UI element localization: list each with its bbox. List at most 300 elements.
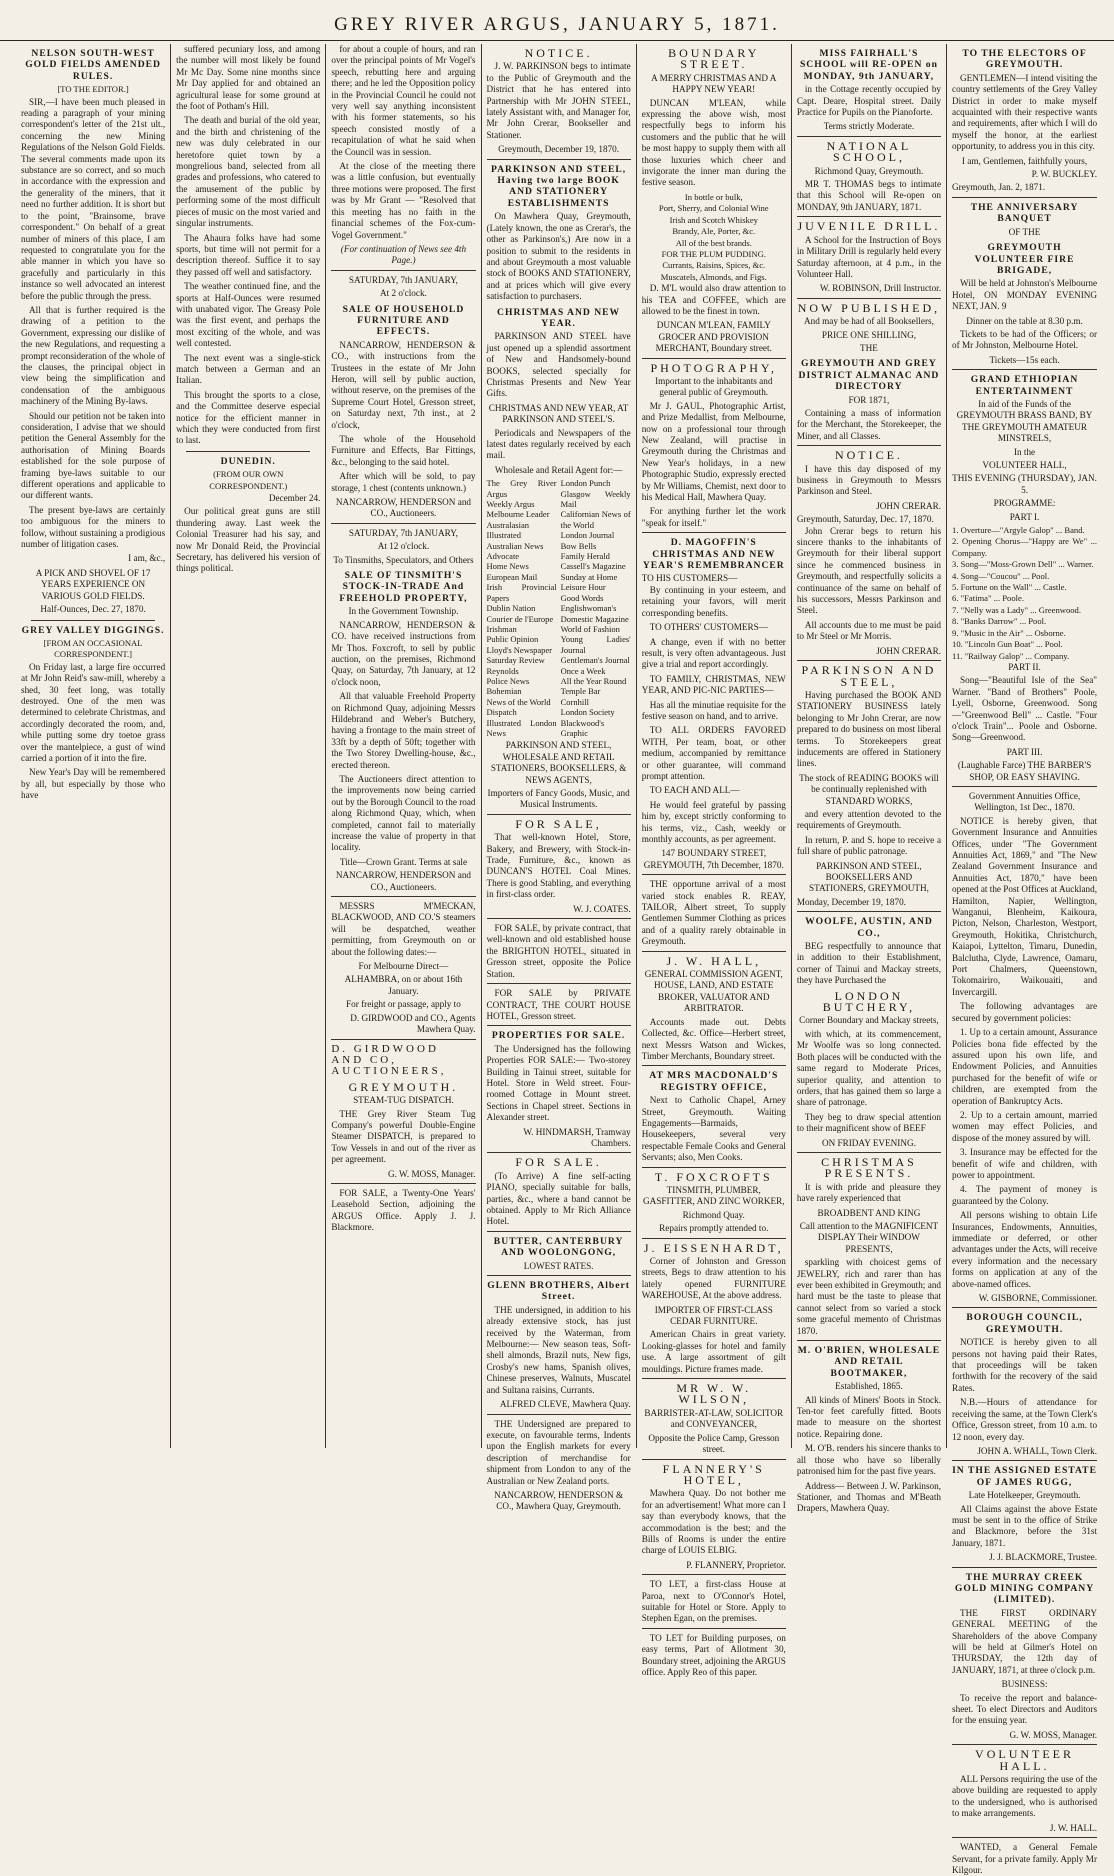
ad-place: In the Government Township. xyxy=(348,606,459,617)
list-item: 9. "Music in the Air" ... Osborne. xyxy=(952,627,1066,638)
ad-subtitle: Importers of Fancy Goods, Music, and Musical Instruments. xyxy=(487,788,630,810)
ad-body: NANCARROW, HENDERSON & CO., with instructions from the Trustees in the estate of Mr John Heron, will sell by public auction, without reserve, on the premises of the Supreme Court Hotel, Gresson street, on Saturday next, 7th inst., at 2 o'clock, xyxy=(331,339,476,430)
article-paragraph: suffered pecuniary loss, and among the number will most likely be found Mr Mc Day. Some nine months since Mr Day applied for and obtained an agricultural lease for some ground at the foot of Potham's Hill. xyxy=(176,44,321,112)
column-5 xyxy=(637,44,792,1677)
ad-body: M. O'B. renders his sincere thanks to all those who have so liberally patronised him for the past five years. xyxy=(796,1443,942,1477)
ad-body: NANCARROW, HENDERSON & CO. have received instructions from Mr Thos. Foxcroft, to sell by public auction, on the premises, Richmond Quay, on Saturday, 7th January, at 12 o'clock noon, xyxy=(331,619,476,687)
list-item: All of the best brands. xyxy=(675,237,752,248)
divider xyxy=(487,159,631,160)
list-item: 2. Opening Chorus—"Happy are We" ... Company. xyxy=(952,536,1098,558)
columns xyxy=(16,44,1102,1875)
programme-part: PART II. xyxy=(1008,661,1041,672)
ad-signature: D. GIRDWOOD and CO., Agents Mawhera Quay. xyxy=(350,1012,476,1035)
ad-title: M. O'BRIEN, WHOLESALE AND RETAIL BOOTMAKER, xyxy=(797,1345,941,1379)
ad-signature: W. HINDMARSH, Tramway Chambers. xyxy=(523,1126,631,1148)
ad-body: FOR SALE by PRIVATE CONTRACT, THE COURT HOUSE HOTEL, Gresson street. xyxy=(486,988,631,1021)
column-1 xyxy=(16,44,171,1448)
ad-body: TO ALL ORDERS FAVORED WITH, Per team, boat, or other medium, accompanied by remittance or other guarantee, will command prompt attention. xyxy=(641,725,786,781)
ad-body: TO OTHERS' CUSTOMERS— xyxy=(649,622,768,633)
ad-body: Periodicals and Newspapers of the latest dates regularly received by each mail. xyxy=(486,427,631,461)
list-item: 3. Song—"Moss-Grown Dell" ... Warner. xyxy=(952,559,1094,570)
ad-signature: P. FLANNERY, Proprietor. xyxy=(686,1559,786,1570)
papers-table xyxy=(487,478,631,738)
ad-subtitle: In aid of the Funds of the GREYMOUTH BRASS BAND, BY THE GREYMOUTH AMATEUR MINSTRELS, xyxy=(956,398,1093,444)
ad-body: FOR SALE, a Twenty-One Years' Leasehold Section, adjoining the ARGUS Office. Apply J. J. Blackmore. xyxy=(331,1187,476,1233)
ad-signature: G. W. MOSS, Manager. xyxy=(1009,1729,1098,1740)
list-item: 8. "Banks Darrow" ... Pool. xyxy=(952,616,1047,627)
list-item: Californian News of the World xyxy=(560,509,631,530)
ad-title: D. GIRDWOOD AND CO, AUCTIONEERS, xyxy=(331,1042,447,1078)
list-item: Australasian xyxy=(486,519,530,530)
ad-signature: ALFRED CLEVE, Mawhera Quay. xyxy=(499,1399,631,1410)
ad-body: PARKINSON AND STEEL have just opened up a splendid assortment of New and Handsomely-bound BOOKS, selected specially for Christmas Presents and New Year Gifts. xyxy=(486,331,631,399)
ad-body: GENTLEMEN—I intend visiting the country settlements of the Grey Valley District in order to make myself acquainted with their respective wants and requirements, after which I will do myself the honor, at the earliest opportunity, to address you in this city. xyxy=(952,72,1098,152)
ad-terms: Title—Crown Grant. Terms at sale xyxy=(339,856,468,867)
auction-ad xyxy=(331,528,475,893)
ad-title: D. MAGOFFIN'S CHRISTMAS AND NEW YEAR'S REMEMBRANCER xyxy=(642,537,785,572)
ad-title: TO THE ELECTORS OF GREYMOUTH. xyxy=(962,48,1087,71)
ad-title: CHRISTMAS PRESENTS. xyxy=(821,1154,917,1181)
ad-body: All that valuable Freehold Property on Richmond Quay, adjoining Messrs Hildebrand and Weber's Butchery, having a frontage to the main street of 33ft by a depth of 50ft; together with the Two Storey Dwelling-house, &c., erected thereon. xyxy=(331,691,476,770)
programme-part: PART III. xyxy=(1006,746,1043,757)
paper-list-right xyxy=(561,478,631,738)
list-item: Public Opinion xyxy=(486,634,539,645)
article-paragraph: The weather continued fine, and the sports at Half-Ounces were resumed with unabated vigor. The Greasy Pole was the first event, and perhaps the most exciting of the whole, and was well contested. xyxy=(176,281,321,349)
ad-title: T. FOXCROFTS xyxy=(654,1169,773,1184)
ad-body: NOTICE is hereby given to all persons not having paid their Rates, that proceedings will be taken forthwith for the recovery of the said Rates. xyxy=(952,1337,1098,1393)
ad-body: Accounts made out. Debts Collected, &c. Office—Herbert street, next Messrs Watson and Wickes, Timber Merchants, Boundary street. xyxy=(641,1016,786,1061)
divider xyxy=(331,270,475,271)
ad-signature: JOHN CRERAR. xyxy=(876,500,942,511)
ad-signature: W. J. COATES. xyxy=(573,903,631,914)
divider xyxy=(487,814,631,815)
dateline: Greymouth, Saturday, Dec. 17, 1870. xyxy=(796,514,934,525)
divider xyxy=(797,1152,941,1153)
divider xyxy=(331,1039,475,1040)
ad-body: with which, at its commencement, Mr Woolfe was so long connected. Both places will be conducted with the same regard to Moderate Prices, superior quality, and attention to orders, that has gained them so large a share of patronage. xyxy=(796,1028,942,1108)
ad-body: The Undersigned has the following Properties FOR SALE:— Two-storey Building in Tainui street, suitable for Hotel. Store in Weld street. Four-roomed Cottage in Mount street. Sections in Chapel street. Sections in Alexander street. xyxy=(486,1043,631,1123)
ad-line: For freight or passage, apply to xyxy=(346,999,461,1010)
ad-subtitle: Richmond Quay, Greymouth. xyxy=(814,165,924,176)
list-item: Good Words xyxy=(560,592,604,603)
divider xyxy=(642,358,786,359)
list-item: Advocate xyxy=(486,551,520,562)
ad-title: PARKINSON AND STEEL, Having two large BOOK AND STATIONERY ESTABLISHMENTS xyxy=(490,163,627,209)
ad-line: THE xyxy=(860,342,878,353)
ad-signature: W. GISBORNE, Commissioner. xyxy=(978,1293,1098,1304)
dateline: Half-Ounces, Dec. 27, 1870. xyxy=(40,604,146,615)
ad-body: The following advantages are secured by government policies: xyxy=(952,1001,1098,1023)
ad-body: The whole of the Household Furniture and Effects, Bar Fittings, &c., belonging to the said hotel. xyxy=(331,434,476,467)
divider xyxy=(642,874,786,875)
ad-signature: PARKINSON AND STEEL, BOOKSELLERS AND STATIONERS, GREYMOUTH, xyxy=(808,860,929,894)
list-item: All the Year Round xyxy=(560,675,627,686)
ad-body: That well-known Hotel, Store, Bakery, and Brewery, with Stock-in-Trade, Furniture, &c., known as DUNCAN'S HOTEL Coal Mines. There is good Stabling, and everything in first-class order. xyxy=(486,832,631,900)
ad-subtitle: GREYMOUTH VOLUNTEER FIRE BRIGADE, xyxy=(974,242,1075,276)
ad-price: PRICE ONE SHILLING, xyxy=(821,329,917,340)
ad-signature: NANCARROW, HENDERSON and CO., Auctioneers. xyxy=(335,870,472,892)
article-paragraph: for about a couple of hours, and ran over the principal points of Mr Vogel's speech, rebutting here and arguing there; and he led the Opposition policy in the Provincial Council he could not very well say anything inconsistent with his former statements, so his speech consisted mostly of a recapitulation of what he said when the Council was in session. xyxy=(331,44,476,157)
ad-body: To receive the report and balance-sheet. To elect Directors and Auditors for the ensuing year. xyxy=(952,1692,1098,1726)
ad-time: At 12 o'clock. xyxy=(377,541,430,552)
ad-body: Having purchased the BOOK AND STATIONERY BUSINESS lately belonging to Mr John Crerar, are now prepared to do business on most liberal terms. To Storekeepers great inducements are offered in Stationery lines. xyxy=(796,689,942,769)
ad-body: For anything further let the work "speak for itself." xyxy=(641,506,786,528)
divider xyxy=(642,1167,786,1168)
ad-body: MR T. THOMAS begs to intimate that this School will Re-open on MONDAY, 9th JANUARY, 1871. xyxy=(796,179,942,212)
divider xyxy=(331,1183,475,1184)
ad-title: IN THE ASSIGNED ESTATE OF JAMES RUGG, xyxy=(952,1465,1097,1488)
ad-title: MR W. W. WILSON, xyxy=(676,1381,752,1407)
ad-place: VOLUNTEER HALL, xyxy=(982,460,1067,470)
list-item: FOR THE PLUM PUDDING. xyxy=(661,248,766,259)
ad-title: PARKINSON AND STEEL, xyxy=(801,663,937,689)
list-item: Young Ladies' Journal xyxy=(560,634,631,655)
ad-body: ALL Persons requiring the use of the above building are requested to apply to the undersigned, who is authorised to make arrangements. xyxy=(952,1774,1098,1819)
list-item: The Grey River Argus xyxy=(486,478,557,499)
ad-body: All persons wishing to obtain Life Insurances, Endowments, Annuities, immediate or deferred, or other advantages under the Acts, will receive every information and the necessary forms on application at any of the above-named offices. xyxy=(952,1210,1098,1289)
ad-line: For Melbourne Direct— xyxy=(358,961,449,972)
ad-subtitle: GREYMOUTH AND GREY DISTRICT ALMANAC AND DIRECTORY xyxy=(798,358,940,393)
list-item: Weekly Argus xyxy=(486,499,535,510)
ad-subtitle: PARKINSON AND STEEL, WHOLESALE AND RETAIL STATIONERS, BOOKSELLERS, & NEWS AGENTS, xyxy=(490,740,627,785)
list-item: 1. Overture—"Argyle Galop" ... Band. xyxy=(952,525,1085,536)
ad-body: By continuing in your esteem, and retaining your favors, will merit corresponding benefits. xyxy=(641,584,786,618)
list-item: European Mail xyxy=(486,571,538,582)
ad-title: SALE OF HOUSEHOLD FURNITURE AND EFFECTS. xyxy=(342,303,465,338)
divider xyxy=(642,532,786,533)
ad-line: And may be had of all Booksellers, xyxy=(804,316,934,327)
ad-signature: NANCARROW, HENDERSON and CO., Auctioneers. xyxy=(335,497,472,519)
ad-subtitle: STEAM-TUG DISPATCH. xyxy=(353,1095,454,1106)
ad-body: John Crerar begs to return his sincere thanks to the inhabitants of Greymouth for their liberal support since he commenced business in Greymouth, and respectfully solicits a continuance of the same on behalf of his successors, Messrs Parkinson and Steel. xyxy=(796,525,942,616)
ad-body: Tickets to be had of the Officers; or of Mr Johnston, Melbourne Hotel. xyxy=(952,328,1098,351)
ad-title: VOLUNTEER HALL. xyxy=(975,1747,1075,1773)
ad-body: in the Cottage recently occupied by Capt. Deare, Hospital street. Daily Practice for Pupils on the Pianoforte. xyxy=(796,84,942,118)
list-item: In bottle or bulk, xyxy=(684,191,743,202)
auctioneer-ad xyxy=(331,1044,475,1180)
ad-body: THE opportune arrival of a most varied stock enables R. REAY, TAILOR, Albert street, To supply Gentlemen Summer Clothing as prices and of a quality rarely obtainable in Greymouth. xyxy=(641,879,786,947)
ad-body: A change, even if with no better result, is very often advantageous. Just give a trial and report accordingly. xyxy=(641,636,786,670)
divider xyxy=(642,951,786,952)
ad-body: TO LET, a first-class House at Paroa, next to O'Connor's Hotel, suitable for Hotel or Store. Apply to Stephen Egan, on the premises. xyxy=(641,1579,786,1624)
divider xyxy=(186,451,310,452)
article-paragraph: Should our petition not be taken into consideration, I advise that we should petition the General Assembly for the authorisation of Mining Boards established for the sole purpose of framing bye-laws suitable to our different operations and applicable to our different wants. xyxy=(21,410,166,501)
ad-subtitle: CHRISTMAS AND NEW YEAR, AT PARKINSON AND STEEL'S. xyxy=(488,402,629,425)
divider xyxy=(797,911,941,912)
divider xyxy=(642,1378,786,1379)
ad-address: Corner Boundary and Mackay streets, xyxy=(799,1015,939,1026)
ad-title: GRAND ETHIOPIAN ENTERTAINMENT xyxy=(970,374,1079,397)
list-item: Graphic xyxy=(560,727,588,738)
ad-line: In the xyxy=(1013,446,1036,457)
divider xyxy=(487,1275,631,1276)
ad-body: They beg to draw special attention to their magnificent show of BEEF xyxy=(796,1111,942,1134)
list-item: Temple Bar xyxy=(560,686,601,697)
ad-subtitle: Terms strictly Moderate. xyxy=(823,121,915,132)
ad-date: SATURDAY, 7th JANUARY, xyxy=(348,527,458,538)
divider xyxy=(952,369,1097,370)
ad-body: DUNCAN M'LEAN, while expressing the above wish, most respectfully begs to inform his customers and the public that he will be most happy to supply them with all those luxuries which cheer and invigorate the inner man during the festive season. xyxy=(641,97,786,188)
ad-body: THE undersigned, in addition to his already extensive stock, has just received by the Waterman, from Melbourne:— New season teas, Soft-shell almonds, Brazil nuts, New figs, Crosby's new hams, Spanish olives, Chinese preserves, Walnuts, Muscatel and Sultana raisins, Currants. xyxy=(486,1304,631,1395)
column-3 xyxy=(326,44,481,1448)
ad-line: FOR 1871, xyxy=(848,394,890,405)
ad-signature: P. W. BUCKLEY. xyxy=(1031,169,1098,180)
ad-town: GREYMOUTH. xyxy=(348,1079,459,1094)
ad-line: (Laughable Farce) THE BARBER'S SHOP, OR EASY SHAVING. xyxy=(957,760,1092,782)
list-item: Once a Week xyxy=(560,665,606,676)
ad-body: American Chairs in great variety. Looking-glasses for hotel and family use. A large assortment of gilt mouldings. Picture frames made. xyxy=(641,1329,786,1374)
list-item: 7. "Nelly was a Lady" ... Greenwood. xyxy=(952,604,1081,615)
list-item: Blackwood's xyxy=(560,717,605,728)
ad-note: Repairs promptly attended to. xyxy=(659,1223,769,1234)
ad-body: All Claims against the above Estate must be sent in to the office of Strike and Blackmore, before the 31st January, 1871. xyxy=(952,1503,1098,1548)
ad-signature: NANCARROW, HENDERSON & CO., Mawhera Quay, Greymouth. xyxy=(494,1489,624,1512)
list-item: Home News xyxy=(486,561,529,572)
programme-list xyxy=(952,525,1097,662)
ad-signature: J. J. BLACKMORE, Trustee. xyxy=(989,1552,1098,1563)
ad-body: TO EACH AND ALL— xyxy=(649,785,740,796)
correspondent-line: [FROM AN OCCASIONAL CORRESPONDENT.] xyxy=(43,637,143,660)
ad-signature: I am, Gentlemen, faithfully yours, xyxy=(961,155,1088,166)
ad-signature: JOHN A. WHALL, Town Clerk. xyxy=(977,1445,1098,1456)
divider xyxy=(952,1567,1097,1568)
list-item: Lloyd's Newspaper xyxy=(486,644,553,655)
ad-title: NOTICE. xyxy=(834,448,903,463)
article-paragraph: On Friday last, a large fire occurred at Mr John Reid's saw-mill, whereby a shed, 30 feet long, was totally destroyed. One of the men was determined to celebrate Christmas, and accordingly decorated the room, and, while putting some dry toetoe grass over the mantelpiece, a gust of wind carried a portion of it into the fire. xyxy=(21,661,166,763)
list-item: Leisure Hour xyxy=(560,582,606,593)
list-item: Dublin Nation xyxy=(486,603,536,614)
ad-title: WOOLFE, AUSTIN, AND CO., xyxy=(805,916,933,939)
ad-body: NOTICE is hereby given, that Government Insurance and Annuities Offices, under "The Government Annuities Act, 1869," and "The New Zealand Government Insurance and Annuities Act, 1870," have been opened at the Post Offices at Auckland, Hamilton, Napier, Wellington, Wanganui, Blenheim, Kaikoura, Picton, Nelson, Charleston, Westport, Greymouth, Hokitika, Christchurch, Kaiapoi, Lyttelton, Timaru, Dunedin, Balclutha, Clyde, Lawrence, Oamaru, Port Chalmers, Queenstown, Tokomairiro, Waikouaiti, and Invercargill. xyxy=(952,815,1098,997)
signature: I am, &c., xyxy=(128,553,166,564)
ad-body: It is with pride and pleasure they have rarely experienced that xyxy=(796,1181,942,1204)
ad-body: Mr J. GAUL, Photographic Artist, and Prize Medallist, from Melbourne, now on a professional tour through New Zealand, will practise in Greymouth during the Christmas and New Year's holidays, in a new Photographic Studio, expressly erected by Mr Williams, Chemist, next door to his Medical Hall, Mawhera Quay. xyxy=(641,400,786,503)
ad-subtitle: The stock of READING BOOKS will be continually replenished with STANDARD WORKS, xyxy=(799,772,939,806)
list-item: Dispatch xyxy=(486,707,517,718)
article-paragraph: The present bye-laws are certainly too ambiguous for the miners to follow, without sustaining a prodigious number of litigation cases. xyxy=(21,504,166,550)
ad-date: SATURDAY, 7th JANUARY, xyxy=(348,274,458,285)
ad-signature: DUNCAN M'LEAN, FAMILY GROCER AND PROVISION MERCHANT, Boundary street. xyxy=(655,320,772,354)
ad-body: Song—"Beautiful Isle of the Sea" Warner. "Band of Brothers" Poole, Lyell, Osborne, Greenwood. Song—"Greenwood Bell" ... Castle. "Four o'clock Train"... Poole and Osborne. Song—Greenwood. xyxy=(952,675,1098,743)
list-item: Sunday at Home xyxy=(560,571,618,582)
column-6 xyxy=(792,44,947,1514)
ad-title: NOW PUBLISHED, xyxy=(797,300,941,315)
divider xyxy=(952,1837,1097,1838)
ad-subtitle: A MERRY CHRISTMAS AND A HAPPY NEW YEAR! xyxy=(651,72,777,95)
ad-title: THE ANNIVERSARY BANQUET xyxy=(970,201,1079,225)
dateline: Greymouth, Jan. 2, 1871. xyxy=(952,182,1046,193)
list-item: Bow Bells xyxy=(560,540,597,551)
ad-signature: W. ROBINSON, Drill Instructor. xyxy=(819,283,942,294)
ad-subtitle: GENERAL COMMISSION AGENT, HOUSE, LAND, AND ESTATE BROKER, VALUATOR AND ARBITRATOR. xyxy=(644,969,783,1014)
divider xyxy=(797,136,941,137)
article-paragraph: This brought the sports to a close, and the Committee deserve especial notice for the efficient manner in which they were conducted from first to last. xyxy=(176,389,321,446)
ad-subtitle: BROADBENT AND KING xyxy=(817,1207,921,1218)
ad-title: NATIONAL SCHOOL, xyxy=(826,138,912,165)
list-item: London Journal xyxy=(560,530,615,541)
article-paragraph: New Year's Day will be remembered by all, but especially by those who have xyxy=(21,767,166,801)
list-item: Courier de l'Europe xyxy=(486,613,554,624)
divider xyxy=(797,445,941,446)
ad-body: (To Arrive) A fine self-acting PIANO, specially suitable for balls, parties, &c., where a band cannot be obtained. Apply to Mr Rich Alliance Hotel. xyxy=(486,1170,631,1227)
article-heading: NELSON SOUTH-WEST GOLD FIELDS AMENDED RULES. xyxy=(25,48,161,82)
ad-subtitle: LONDON BUTCHERY, xyxy=(822,988,916,1015)
ad-subtitle: IMPORTER OF FIRST-CLASS CEDAR FURNITURE. xyxy=(654,1304,773,1327)
ad-body: D. M'L would also draw attention to his TEA and COFFEE, which are allowed to be the finest in town. xyxy=(641,283,786,316)
divider xyxy=(487,983,631,984)
ad-address: Richmond Quay. xyxy=(682,1209,745,1220)
divider xyxy=(952,786,1097,787)
ad-body: Corner of Johnston and Gresson streets, Begs to draw attention to his lately opened FURNITURE WAREHOUSE, At the above address. xyxy=(641,1256,786,1301)
ad-body: Mawhera Quay. Do not bother me for an advertisement! What more can I say than everybody knows, that the accommodation is the best; and the Bills of Rooms is under the entire charge of LOUIS ELBIG. xyxy=(641,1488,786,1556)
divider xyxy=(487,1025,631,1026)
column-2 xyxy=(171,44,326,1448)
ad-title: FOR SALE. xyxy=(515,1155,602,1170)
list-item: World of Fashion xyxy=(560,623,620,634)
divider xyxy=(797,1340,941,1341)
list-item: Glasgow Weekly Mail xyxy=(560,488,631,510)
ad-line: ON FRIDAY EVENING. xyxy=(821,1137,916,1148)
ad-body: Has all the minutiae requisite for the festive season on hand, and to arrive. xyxy=(641,699,786,721)
ad-title: J. W. HALL, xyxy=(666,953,762,968)
ad-signature: G. W. MOSS, Manager. xyxy=(387,1168,476,1179)
ad-body: TO FAMILY, CHRISTMAS, NEW YEAR, AND PIC-NIC PARTIES— xyxy=(641,673,786,696)
goods-list xyxy=(642,192,786,283)
ad-title: THE MURRAY CREEK GOLD MINING COMPANY (LIMITED). xyxy=(954,1571,1095,1606)
ad-signature: J. W. HALL. xyxy=(1049,1822,1098,1833)
list-item: Melbourne Leader xyxy=(486,509,550,520)
ad-body: Address— Between J. W. Parkinson, Stationer, and Thomas and M'Beath Drapers, Mawhera Quay. xyxy=(796,1480,942,1514)
article-paragraph: The next event was a single-stick match between a German and an Italian. xyxy=(176,352,321,386)
ad-line: Wholesale and Retail Agent for:— xyxy=(494,464,623,475)
article-paragraph: SIR,—I have been much pleased in reading a paragraph of your mining correspondent's letter of the 21st ult., concerning the new Mining Regulations of the Nelson Gold Fields. The several comments made upon its substance are so correct, and so much in accordance with the expression and the generality of the miners, that it need no further addition. It is short but to the point, "Brainsome, brave correspondent." On behalf of a great number of miners of this place, I am requested to congratulate you for the able manner in which you have so gracefully and particularly in this instance so well advocated an interest before the public through the press. xyxy=(21,96,166,301)
list-item: Irishman xyxy=(486,623,517,634)
ad-subtitle: Call attention to the MAGNIFICENT DISPLAY Their WINDOW PRESENTS, xyxy=(799,1220,939,1254)
auction-ad xyxy=(331,275,475,520)
dateline: Greymouth, December 19, 1870. xyxy=(498,144,620,155)
ad-title: JUVENILE DRILL. xyxy=(797,219,941,234)
ad-line: Dinner on the table at 8.30 p.m. xyxy=(966,315,1083,326)
ad-line: BUSINESS: xyxy=(1001,1679,1048,1690)
ad-line: Established, 1865. xyxy=(835,1381,903,1392)
divider xyxy=(642,1628,786,1629)
ad-address: 147 BOUNDARY STREET, GREYMOUTH, 7th December, 1870. xyxy=(643,848,784,870)
divider xyxy=(487,1231,631,1232)
list-item: 2. Up to a certain amount, married women may effect Policies, and dispose of the money assured by will. xyxy=(952,1109,1098,1143)
ad-subtitle: Important to the inhabitants and general public of Greymouth. xyxy=(655,375,773,398)
ad-title: NOTICE. xyxy=(524,46,593,60)
list-item: Illustrated Australian News xyxy=(486,530,544,551)
ad-subtitle: LOWEST RATES. xyxy=(523,1260,594,1271)
programme-heading: PROGRAMME: xyxy=(993,498,1056,509)
list-item: 4. Song—"Coucou" ... Pool. xyxy=(952,570,1050,581)
divider xyxy=(642,1574,786,1575)
ad-title: SALE OF TINSMITH'S STOCK-IN-TRADE And FREEHOLD PROPERTY, xyxy=(339,570,468,604)
ad-title: MISS FAIRHALL'S SCHOOL will RE-OPEN on MONDAY, 9th JANUARY, xyxy=(799,48,938,82)
divider xyxy=(487,1414,631,1415)
list-item: Reynolds xyxy=(486,665,519,676)
dateline: December 24. xyxy=(268,493,321,504)
ad-body: In return, P. and S. hope to receive a full share of public patronage. xyxy=(796,834,942,857)
ad-body: All kinds of Miners' Boots in Stock. Ten-tor feet carefully fitted. Boots made to measure on the shortest notice. Repairing done. xyxy=(796,1394,942,1439)
list-item: Currants, Raisins, Spices, &c. xyxy=(662,260,766,271)
editor-line: [TO THE EDITOR.] xyxy=(57,84,129,95)
ad-title: FOR SALE, xyxy=(515,816,602,831)
divider xyxy=(331,523,475,524)
list-item: Police News xyxy=(486,675,530,686)
masthead: GREY RIVER ARGUS, JANUARY 5, 1871. xyxy=(0,14,1114,41)
divider xyxy=(487,918,631,919)
list-item: Irish Provincial Papers xyxy=(486,582,557,603)
ad-body: sparkling with choicest gems of JEWELRY, rich and rarer than has ever been exhibited in Greymouth; and hard must be the taste to please that cannot select from so varied a stock some graceful memento of Christmas 1870. xyxy=(796,1257,942,1336)
ad-body: After which will be sold, to pay storage, 1 chest (contents unknown.) xyxy=(331,471,476,493)
ad-body: A School for the Instruction of Boys in Military Drill is regularly held every Saturday afternoon, at 4 p.m., in the Volunteer Hall. xyxy=(796,234,942,279)
divider xyxy=(797,298,941,299)
divider xyxy=(642,1459,786,1460)
ad-body: WANTED, a General Female Servant, for a private family. Apply Mr Kilgour. xyxy=(952,1842,1098,1875)
ad-subtitle: Late Hotelkeeper, Greymouth. xyxy=(968,1490,1081,1501)
continuation-note: (For continuation of News see 4th Page.) xyxy=(340,243,467,266)
list-item: News of the World xyxy=(486,696,551,707)
ad-title: BOUNDARY STREET. xyxy=(668,46,760,72)
ad-title: CHRISTMAS AND NEW YEAR. xyxy=(497,306,621,329)
programme-part: PART I. xyxy=(1009,511,1040,522)
ad-line: ALHAMBRA, on or about 16th January. xyxy=(344,974,463,996)
ad-address: Opposite the Police Camp, Gresson street. xyxy=(648,1432,780,1455)
signature: A PICK AND SHOVEL OF 17 YEARS EXPERIENCE ON VARIOUS GOLD FIELDS. xyxy=(35,567,151,601)
ad-body: He would feel grateful by passing him by, except strictly conforming to his terms, viz., Cash, weekly or monthly accounts, as per agreement. xyxy=(641,799,786,844)
ad-subtitle: BARRISTER-AT-LAW, SOLICITOR and CONVEYANCER, xyxy=(644,1407,784,1430)
ad-body: The Auctioneers direct attention to the improvements now being carried out by the Borough Council to the road along Richmond Quay, which, when completed, cannot fail to materially increase the value of property in that locality. xyxy=(331,773,476,853)
list-item: Cassell's Magazine xyxy=(560,561,626,572)
divider xyxy=(952,197,1097,198)
ad-title: BOROUGH COUNCIL, GREYMOUTH. xyxy=(966,1312,1083,1335)
ad-title: J. EISSENHARDT, xyxy=(643,1240,784,1255)
list-item: Brandy, Ale, Porter, &c. xyxy=(672,226,756,237)
ad-body: Next to Catholic Chapel, Arney Street, Greymouth. Waiting Engagements—Barmaids, Housekeepers, several very respectable Female Cooks and General Servants; also, Men Cooks. xyxy=(641,1095,786,1163)
divider xyxy=(952,1460,1097,1461)
column-4 xyxy=(482,44,637,1512)
list-item: Cornhill xyxy=(560,696,589,707)
ad-body: MESSRS M'MECKAN, BLACKWOOD, AND CO.'S steamers will be despatched, weather permitting, from Greymouth on or about the following dates:— xyxy=(331,901,476,957)
paper-list-left xyxy=(487,478,557,738)
ad-body: THE Grey River Steam Tug Company's powerful Double-Engine Steamer DISPATCH, is prepared to Tow Vessels in and out of the river as per agreement. xyxy=(331,1108,476,1165)
ad-body: Containing a mass of information for the Merchant, the Storekeeper, the Miner, and all Classes. xyxy=(796,407,942,441)
article-paragraph: At the close of the meeting there was a little confusion, but eventually three motions were proposed. The first was by Mr Grant — "Resolved that this meeting has no faith in the financial schemes of the Fox-cum-Vogel Government." xyxy=(331,161,476,240)
list-item: Bohemian xyxy=(486,686,522,697)
list-item: 6. "Fatima" ... Poole. xyxy=(952,593,1024,604)
list-item: Englishwoman's Domestic Magazine xyxy=(560,603,629,624)
ad-line: TO HIS CUSTOMERS— xyxy=(641,573,738,584)
divider xyxy=(331,896,475,897)
ad-line: To Tinsmiths, Speculators, and Others xyxy=(333,554,474,565)
ad-title: BUTTER, CANTERBURY AND WOOLONGONG, xyxy=(493,1235,624,1259)
article-heading: GREY VALLEY DIGGINGS. xyxy=(21,624,165,636)
ad-body: TO LET for Building purposes, on easy terms, Part of Allotment 30, Boundary street, adjoining the ARGUS office. Apply Reo of this paper. xyxy=(641,1632,786,1677)
list-item: 3. Insurance may be effected for the benefit of wife and children, with power to appointment. xyxy=(952,1147,1098,1180)
ad-date: THIS EVENING (THURSDAY), JAN. 5. xyxy=(952,473,1097,495)
list-item: Muscatels, Almonds, and Figs. xyxy=(660,271,767,282)
list-item: 5. Fortune on the Wall" ... Castle. xyxy=(952,582,1067,593)
ad-title: GLENN BROTHERS, Albert Street. xyxy=(487,1280,630,1303)
ad-line: OF THE xyxy=(1008,226,1041,237)
divider xyxy=(952,1744,1097,1745)
ad-body: All accounts due to me must be paid to Mr Steel or Mr Morris. xyxy=(796,619,942,642)
article-paragraph: Our political great guns are still thundering away. Last week the Colonial Treasurer had his say, and now Mr Donald Reid, the Provincial Secretary, has delivered his version of things political. xyxy=(176,506,321,574)
list-item: Saturday Review xyxy=(486,655,545,666)
ad-title: AT MRS MACDONALD'S REGISTRY OFFICE, xyxy=(649,1070,779,1093)
article-paragraph: The Ahaura folks have had some sports, but time will not permit for a description thereof. Suffice it to say they passed off well and satisfactory. xyxy=(176,232,321,277)
